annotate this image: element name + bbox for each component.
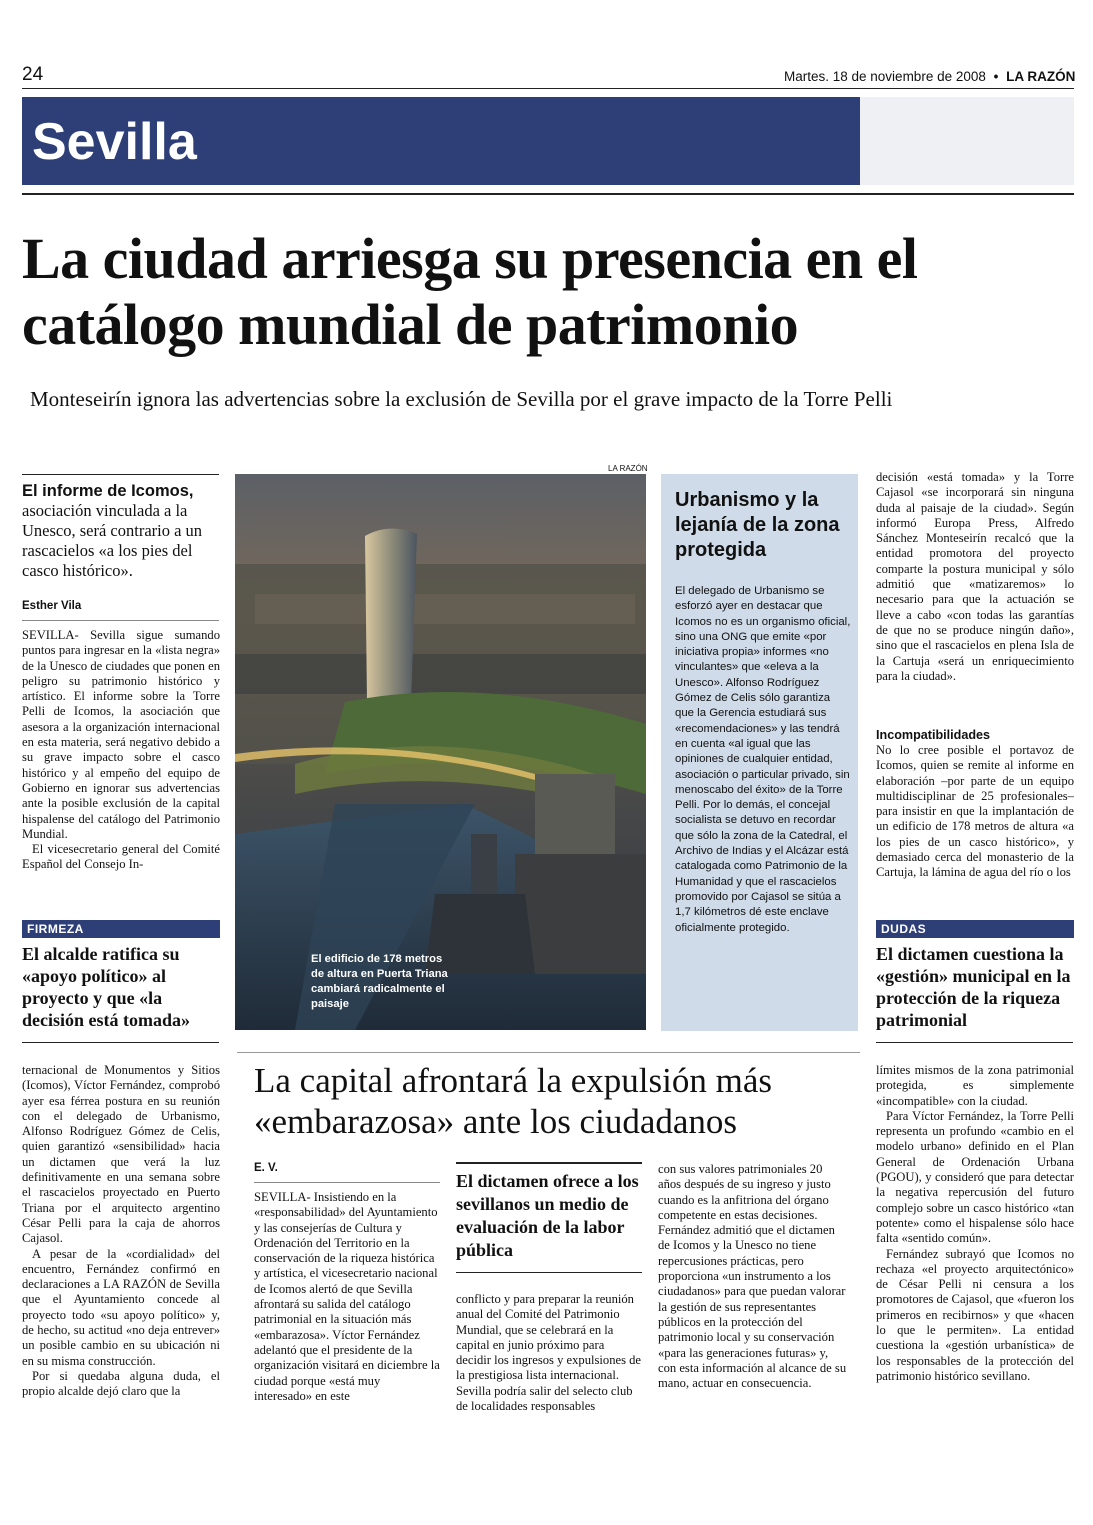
pull-quote-top-rule	[456, 1162, 642, 1164]
header-rule	[22, 88, 1074, 89]
separator-dot: •	[993, 69, 999, 84]
second-headline: La capital afrontará la expulsión más «embarazosa» ante los ciudadanos	[254, 1061, 772, 1141]
main-headline: La ciudad arriesga su presencia en el catálogo mundial de patrimonio	[22, 226, 918, 357]
second-byline-rule	[254, 1182, 440, 1183]
publication-name: LA RAZÓN	[1006, 69, 1076, 84]
firmeza-label: FIRMEZA	[22, 920, 220, 938]
second-column-3	[658, 1162, 848, 1442]
left-paragraph-5: Por si quedaba alguna duda, el propio alcalde dejó claro que la	[22, 1368, 220, 1399]
second-column-2	[456, 1292, 642, 1442]
right-paragraph-2: No lo cree posible el portavoz de Icomos, quien se remite al informe en elaboración –por parte de un equipo multidisciplinar de 25 profesionales– para insistir en que la implantación de un edificio de 178 metros de altura «a los pies de un casco histórico», y demasiado cerca del monasterio de la Cartuja, la lámina de agua del río o los	[876, 743, 1074, 880]
second-paragraph-3: con sus valores patrimoniales 20 años después de su ingreso y justo cuando es la anfitriona del órgano competente en estas decisiones. Fernández admitió que el dictamen de Icomos y la Unesco no tiene repercusiones prácticas, pero proporciona «un instrumento a los ciudadanos» para que puedan valorar la gestión de sus representantes públicos en la protección del patrimonio local y su conservación «para las generaciones futuras» y, con esta información al alcance de su mano, actuar en consecuencia.	[658, 1162, 847, 1391]
photo-illustration	[235, 474, 646, 1030]
second-byline: E. V.	[254, 1162, 278, 1174]
left-top-rule	[22, 474, 219, 475]
photo-credit: LA RAZÓN	[608, 464, 648, 473]
byline: Esther Vila	[22, 600, 82, 612]
left-paragraph-3: ternacional de Monumentos y Sitios (Icomos), Víctor Fernández, comprobó ayer esa férrea postura en su reunión con el delegado de Urbanismo, Alfonso Rodríguez Gómez de Celis, quien garantizó «sensibilidad» hacia un dictamen que verá la luz definitivamente en una semana sobre el rascacielos proyectado en Puerto Triana por el arquitecto argentino César Pelli para la caja de ahorros Cajasol.	[22, 1063, 220, 1246]
second-column-1	[254, 1190, 440, 1440]
firmeza-rule	[22, 1042, 219, 1043]
tower-photo	[235, 474, 646, 1030]
urbanismo-sidebar	[661, 474, 858, 1031]
sidebar-title: Urbanismo y la lejanía de la zona protegida	[675, 489, 840, 561]
section-rule	[22, 193, 1074, 195]
section-band-shadow	[860, 97, 1074, 185]
right-column-bottom	[876, 1063, 1074, 1435]
second-paragraph-1: SEVILLA- Insistiendo en la «responsabilidad» del Ayuntamiento y las consejerías de Cultura y Ordenación del Territorio en la conservación de la riqueza histórica y artística, el vicesecretario nacional de Icomos alertó de que Sevilla afrontará su salida del catálogo patrimonial en la situación más «embarazosa». Víctor Fernández adelantó que el presidente de la organización visitará en diciembre la ciudad porque «está muy interesado» en este	[254, 1190, 440, 1403]
left-paragraph-4: A pesar de la «cordialidad» del encuentro, Fernández confirmó en declaraciones a LA RAZÓN de Sevilla que el Ayuntamiento concede al proyecto todo «su apoyo político» y, de hecho, su actitud «no deja entrever» un posible cambio en su ubicación ni en su misma construcción.	[22, 1246, 220, 1368]
right-column-top	[876, 470, 1074, 712]
pull-quote: El dictamen ofrece a los sevillanos un medio de evaluación de la labor pública	[456, 1171, 639, 1260]
right-paragraph-5: Fernández subrayó que Icomos no rechaza «el proyecto arquitectónico» de César Pelli ni censura a los promotores de Cajasol, que «fueron los primeros en recibirnos» y que «hacen lo que le permiten». La entidad cuestiona la «gestión urbanística» de los responsables de la protección del patrimonio histórico sevillano.	[876, 1246, 1074, 1383]
dudas-label: DUDAS	[876, 920, 1074, 938]
left-paragraph-1: SEVILLA- Sevilla sigue sumando puntos para ingresar en la «lista negra» de la Unesco de ciudades que ponen en peligro su patrimonio histórico y artístico. El informe sobre la Torre Pelli de Icomos, la asociación que asesora a la organización internacional en esta materia, será negativo debido a su grave impacto sobre el casco histórico y al empeño del equipo de Gobierno en ignorar sus advertencias ante la posible exclusión de la capital hispalense del catálogo del Patrimonio Mundial.	[22, 628, 220, 841]
right-paragraph-1: decisión «está tomada» y la Torre Cajasol «se incorporará sin ninguna duda al paisaje de la ciudad». Según informó Europa Press, Alfredo Sánchez Monteseirín recalcó que la entidad promotora del proyecto comparte la postura municipal y sólo admitió que «matizaremos» lo necesario para que la actuación se lleve a cabo «con todas las garantías de que no se produce ningún daño», sino que el rascacielos en plena Isla de la Cartuja «será un enriquecimiento para la ciudad».	[876, 470, 1074, 683]
right-column-middle	[876, 743, 1074, 907]
pull-quote-bottom-rule	[456, 1272, 642, 1273]
dudas-title: El dictamen cuestiona la «gestión» municipal en la protección de la riqueza patrimonial	[876, 944, 1071, 1030]
page-number: 24	[22, 64, 44, 85]
lead-bold: El informe de Icomos,	[22, 482, 194, 500]
main-subtitle: Monteseirín ignora las advertencias sobre la exclusión de Sevilla por el grave impacto de la Torre Pelli	[30, 387, 893, 411]
second-paragraph-2: conflicto y para preparar la reunión anual del Comité del Patrimonio Mundial, que se celebrará en la capital en junio próximo para decidir los ingresos y expulsiones de la prestigiosa lista internacional. Sevilla podría salir del selecto club de localidades responsables	[456, 1292, 642, 1414]
sidebar-body: El delegado de Urbanismo se esforzó ayer en destacar que Icomos no es un organismo oficial, sino una ONG que emite «por iniciativa propia» informes «no vinculantes» que «eleva a la Unesco». Alfonso Rodríguez Gómez de Celis sólo garantiza que la Gerencia estudiará sus «recomendaciones» y las tendrá en cuenta «al igual que las opiniones de cualquier entidad, asociación o particular privado, sin menoscabo del éxito» de la Torre Pelli. Por lo demás, el concejal socialista se detuvo en recordar que sólo la zona de la Catedral, el Archivo de Indias y el Alcázar está catalogada como Patrimonio de la Humanidad y que el rascacielos promovido por Cajasol se sitúa a 1,7 kilómetros dé este enclave oficialmente protegido.	[675, 585, 851, 934]
second-story-frame	[237, 1052, 860, 1053]
issue-date: Martes. 18 de noviembre de 2008	[784, 69, 986, 84]
dudas-rule	[876, 1042, 1073, 1043]
left-column-bottom	[22, 1063, 220, 1435]
right-paragraph-3: límites mismos de la zona patrimonial protegida, es simplemente «incompatible» con la ciudad.	[876, 1063, 1074, 1108]
right-paragraph-4: Para Víctor Fernández, la Torre Pelli representa un profundo «cambio en el modelo urbano» definido en el Plan General de Ordenación Urbana (PGOU), y consideró que para detectar la negativa repercusión del futuro complejo sobre un casco histórico «tan potente» como el hispalense sólo hace falta «sentido común».	[876, 1108, 1074, 1246]
photo-caption: El edificio de 178 metros de altura en Puerta Triana cambiará radicalmente el paisaje	[311, 953, 448, 1010]
section-title: Sevilla	[32, 113, 197, 171]
firmeza-title: El alcalde ratifica su «apoyo político» al proyecto y que «la decisión está tomada»	[22, 944, 190, 1030]
lead-intro	[22, 481, 222, 581]
lead-rest: asociación vinculada a la Unesco, será contrario a un rascacielos «a los pies del casco histórico».	[22, 501, 203, 580]
incompatibilidades-subhead: Incompatibilidades	[876, 728, 991, 742]
left-paragraph-2: El vicesecretario general del Comité Español del Consejo In-	[22, 842, 220, 872]
left-column-top	[22, 628, 220, 910]
byline-rule	[22, 620, 219, 621]
header-date	[784, 69, 1075, 84]
